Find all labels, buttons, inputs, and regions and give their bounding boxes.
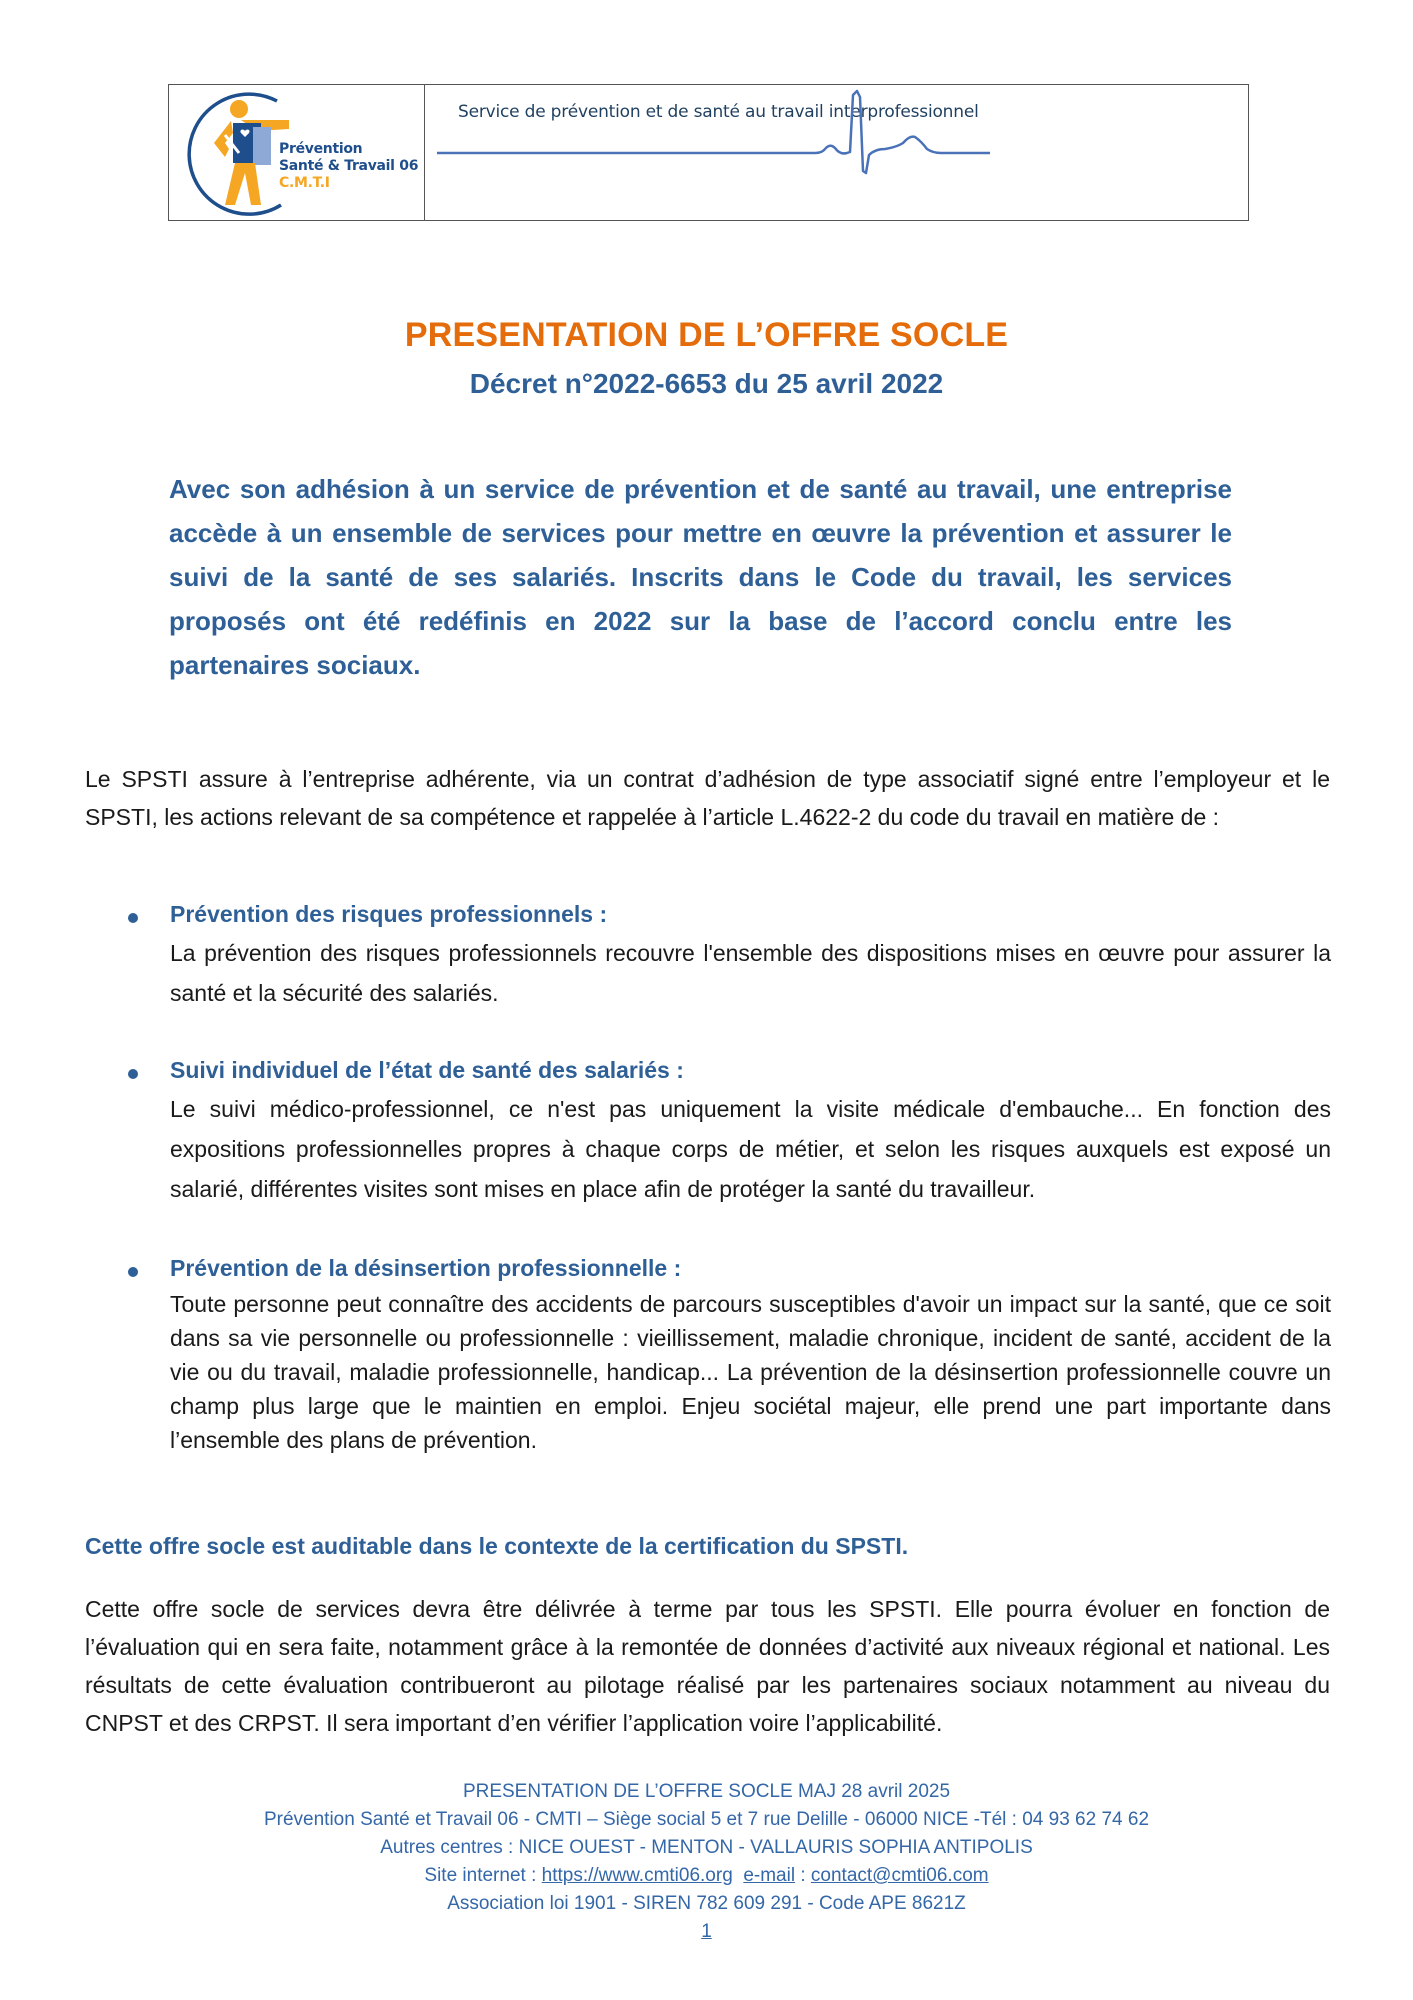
logo-text — [279, 141, 418, 192]
footer-legal: Association loi 1901 - SIREN 782 609 291 - Code APE 8621Z — [447, 1893, 966, 1914]
bullet-icon — [128, 913, 138, 923]
footer-address: Prévention Santé et Travail 06 - CMTI – Siège social 5 et 7 rue Delille - 06000 NICE -Tél : 04 93 62 74 62 — [263, 1809, 1150, 1830]
list-item-body: Toute personne peut connaître des accidents de parcours susceptibles d'avoir un impact sur la santé, que ce soit dans sa vie personnelle ou professionnelle : vieillissement, maladie chronique, incident de santé, accident de la vie ou du travail, maladie professionnelle, handicap... La prévention de la désinsertion professionnelle couvre un champ plus large que le maintien en emploi. Enjeu sociétal majeur, elle prend une part importante dans l’ensemble des plans de prévention. — [170, 1291, 1331, 1453]
logo-line-sante-travail: Santé & Travail 06 — [279, 158, 419, 174]
list-item — [128, 895, 1331, 1013]
footer-other-centres: Autres centres : NICE OUEST - MENTON - VALLAURIS SOPHIA ANTIPOLIS — [380, 1837, 1033, 1858]
list-item-heading: Suivi individuel de l’état de santé des salariés : — [170, 1057, 684, 1083]
page-number: 1 — [701, 1921, 712, 1942]
letterhead — [168, 84, 1249, 221]
audit-heading: Cette offre socle est auditable dans le contexte de la certification du SPSTI. — [85, 1533, 909, 1559]
banner-cell — [425, 85, 1248, 220]
intro-paragraph: Avec son adhésion à un service de prévention et de santé au travail, une entreprise accède à un ensemble de services pour mettre en œuvre la prévention et assurer le suivi de la santé de ses salariés. Inscrits dans le Code du travail, les services proposés ont été redéfinis en 2022 sur la base de l’accord conclu entre les partenaires sociaux. — [169, 474, 1232, 680]
list-item-body: La prévention des risques professionnels recouvre l'ensemble des dispositions mises en œuvre pour assurer la santé et la sécurité des salariés. — [170, 940, 1331, 1006]
footer-email-sep: : — [795, 1865, 811, 1886]
logo-line-prevention: Prévention — [279, 141, 363, 157]
heartbeat-line-icon — [435, 85, 1235, 219]
email-label-link[interactable]: e-mail — [743, 1865, 796, 1886]
list-item-body: Le suivi médico-professionnel, ce n'est pas uniquement la visite médicale d'embauche... En fonction des expositions professionnelles propres à chaque corps de métier, et selon les risques auxquels est exposé un salarié, différentes visites sont mises en place afin de protéger la santé du travailleur. — [170, 1096, 1331, 1202]
bullet-icon — [128, 1267, 138, 1277]
banner-title: Service de prévention et de santé au travail interprofessionnel — [458, 102, 979, 122]
bullet-icon — [128, 1069, 138, 1079]
body-paragraph-1: Le SPSTI assure à l’entreprise adhérente, via un contrat d’adhésion de type associatif signé entre l’employeur et le SPSTI, les actions relevant de sa compétence et rappelée à l’article L.4622-2 du code du travail en matière de : — [85, 766, 1330, 830]
list-item-heading: Prévention de la désinsertion professionnelle : — [170, 1255, 682, 1281]
page-subtitle: Décret n°2022-6653 du 25 avril 2022 — [469, 368, 944, 399]
list-item-heading: Prévention des risques professionnels : — [170, 901, 608, 927]
page-footer — [0, 1778, 1413, 1946]
body-paragraph-2: Cette offre socle de services devra être délivrée à terme par tous les SPSTI. Elle pourra évoluer en fonction de l’évaluation qui en sera faite, notamment grâce à la remontée de données d’activité aux niveaux régional et national. Les résultats de cette évaluation contribueront au pilotage réalisé par les partenaires sociaux notamment au niveau du CNPST et des CRPST. Il sera important d’en vérifier l’application voire l’applicabilité. — [85, 1596, 1330, 1736]
footer-site-label: Site internet : — [424, 1865, 542, 1886]
list-item — [128, 1051, 1331, 1209]
logo-cell — [169, 85, 425, 220]
footer-doc-version: PRESENTATION DE L’OFFRE SOCLE MAJ 28 avril 2025 — [462, 1781, 951, 1802]
services-list — [128, 895, 1331, 1497]
email-link[interactable]: contact@cmti06.com — [810, 1865, 989, 1886]
logo-line-cmti: C.M.T.I — [279, 175, 330, 191]
list-item — [128, 1249, 1331, 1457]
website-link[interactable]: https://www.cmti06.org — [541, 1865, 733, 1886]
footer-contact — [0, 1862, 1413, 1890]
page-title: PRESENTATION DE L’OFFRE SOCLE — [404, 316, 1009, 354]
